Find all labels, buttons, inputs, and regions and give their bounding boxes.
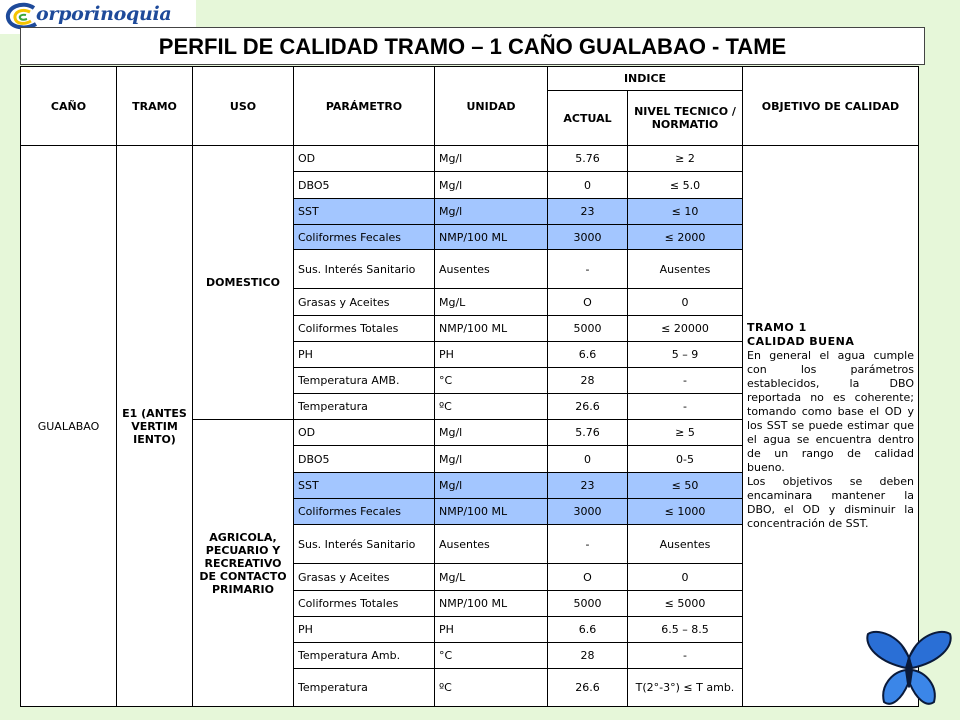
cell-parametro: OD: [294, 146, 435, 172]
butterfly-icon: [862, 628, 956, 716]
cell-nivel: T(2°-3°) ≤ T amb.: [628, 669, 743, 707]
cell-nivel: -: [628, 643, 743, 669]
cell-nivel: ≤ 10: [628, 199, 743, 225]
cell-actual: 26.6: [548, 669, 628, 707]
objetivo-text-2: Los objetivos se deben encaminara mantener la DBO, el OD y disminuir la concentración de SST.: [747, 475, 914, 530]
cell-actual: 5000: [548, 591, 628, 617]
cell-actual: 23: [548, 199, 628, 225]
cell-nivel: ≤ 2000: [628, 225, 743, 250]
cell-nivel: ≤ 5000: [628, 591, 743, 617]
cell-parametro: Sus. Interés Sanitario: [294, 250, 435, 289]
cell-actual: 6.6: [548, 617, 628, 643]
cell-unidad: NMP/100 ML: [435, 591, 548, 617]
cell-unidad: NMP/100 ML: [435, 316, 548, 342]
cell-unidad: Mg/l: [435, 146, 548, 172]
cell-actual: 5.76: [548, 420, 628, 446]
cell-actual: 0: [548, 446, 628, 473]
cell-nivel: 6.5 – 8.5: [628, 617, 743, 643]
cell-unidad: Mg/L: [435, 289, 548, 316]
cell-unidad: NMP/100 ML: [435, 499, 548, 525]
cell-unidad: °C: [435, 643, 548, 669]
cell-unidad: NMP/100 ML: [435, 225, 548, 250]
cell-parametro: Grasas y Aceites: [294, 564, 435, 591]
cell-unidad: Mg/l: [435, 473, 548, 499]
cell-parametro: SST: [294, 473, 435, 499]
cell-actual: 6.6: [548, 342, 628, 368]
cell-uso: AGRICOLA, PECUARIO Y RECREATIVO DE CONTACTO PRIMARIO: [193, 420, 294, 707]
objetivo-title: TRAMO 1: [747, 321, 807, 334]
cell-parametro: OD: [294, 420, 435, 446]
cell-actual: 5.76: [548, 146, 628, 172]
header-parametro: PARÁMETRO: [294, 67, 435, 146]
quality-profile-table: [20, 66, 919, 707]
page-title: PERFIL DE CALIDAD TRAMO – 1 CAÑO GUALABAO - TAME: [20, 27, 925, 65]
cell-nivel: ≤ 50: [628, 473, 743, 499]
header-actual: ACTUAL: [548, 91, 628, 146]
cell-nivel: 0-5: [628, 446, 743, 473]
cell-unidad: Mg/l: [435, 172, 548, 199]
header-unidad: UNIDAD: [435, 67, 548, 146]
cell-actual: O: [548, 289, 628, 316]
cell-actual: 26.6: [548, 394, 628, 420]
cell-nivel: ≤ 1000: [628, 499, 743, 525]
cell-nivel: -: [628, 368, 743, 394]
header-tramo: TRAMO: [117, 67, 193, 146]
cell-actual: 28: [548, 643, 628, 669]
header-objetivo: OBJETIVO DE CALIDAD: [743, 67, 919, 146]
table-row: [21, 146, 919, 172]
cell-unidad: Mg/l: [435, 199, 548, 225]
cell-actual: -: [548, 525, 628, 564]
cell-parametro: PH: [294, 617, 435, 643]
cell-actual: -: [548, 250, 628, 289]
cell-nivel: 0: [628, 564, 743, 591]
objetivo-subtitle: CALIDAD BUENA: [747, 335, 855, 348]
cell-parametro: Temperatura: [294, 669, 435, 707]
header-indice: INDICE: [548, 67, 743, 91]
cell-actual: 3000: [548, 499, 628, 525]
cell-parametro: Coliformes Totales: [294, 316, 435, 342]
cell-parametro: Temperatura AMB.: [294, 368, 435, 394]
cell-parametro: Coliformes Fecales: [294, 225, 435, 250]
cell-parametro: Coliformes Fecales: [294, 499, 435, 525]
cell-parametro: PH: [294, 342, 435, 368]
cell-actual: 0: [548, 172, 628, 199]
cell-uso: DOMESTICO: [193, 146, 294, 420]
cell-objetivo: [743, 146, 919, 707]
cell-nivel: 0: [628, 289, 743, 316]
cell-unidad: Mg/l: [435, 420, 548, 446]
cell-unidad: Ausentes: [435, 250, 548, 289]
cell-tramo: E1 (ANTES VERTIM IENTO): [117, 146, 193, 707]
logo-text: orporinoquia: [36, 3, 172, 25]
cell-nivel: ≤ 20000: [628, 316, 743, 342]
cell-unidad: °C: [435, 368, 548, 394]
cell-parametro: DBO5: [294, 172, 435, 199]
cell-nivel: Ausentes: [628, 250, 743, 289]
cell-unidad: ºC: [435, 669, 548, 707]
cell-unidad: Mg/l: [435, 446, 548, 473]
cell-unidad: ºC: [435, 394, 548, 420]
cell-parametro: Grasas y Aceites: [294, 289, 435, 316]
header-cano: CAÑO: [21, 67, 117, 146]
cell-parametro: Sus. Interés Sanitario: [294, 525, 435, 564]
header-uso: USO: [193, 67, 294, 146]
cell-actual: 5000: [548, 316, 628, 342]
cell-actual: 3000: [548, 225, 628, 250]
cell-unidad: Ausentes: [435, 525, 548, 564]
cell-actual: 23: [548, 473, 628, 499]
cell-nivel: -: [628, 394, 743, 420]
objetivo-text: En general el agua cumple con los parámetros establecidos, la DBO reportada no es coherente; tomando como base el OD y los SST se puede estimar que el agua se encuentra dentro de un rango de calidad bueno.: [747, 349, 914, 474]
cell-nivel: 5 – 9: [628, 342, 743, 368]
cell-parametro: Temperatura: [294, 394, 435, 420]
header-nivel: NIVEL TECNICO / NORMATIO: [628, 91, 743, 146]
cell-actual: O: [548, 564, 628, 591]
cell-nivel: ≤ 5.0: [628, 172, 743, 199]
cell-parametro: SST: [294, 199, 435, 225]
cell-unidad: PH: [435, 342, 548, 368]
cell-parametro: Temperatura Amb.: [294, 643, 435, 669]
cell-nivel: ≥ 5: [628, 420, 743, 446]
cell-actual: 28: [548, 368, 628, 394]
cell-parametro: DBO5: [294, 446, 435, 473]
cell-parametro: Coliformes Totales: [294, 591, 435, 617]
cell-nivel: ≥ 2: [628, 146, 743, 172]
cell-unidad: PH: [435, 617, 548, 643]
cell-nivel: Ausentes: [628, 525, 743, 564]
cell-cano: GUALABAO: [21, 146, 117, 707]
cell-unidad: Mg/L: [435, 564, 548, 591]
